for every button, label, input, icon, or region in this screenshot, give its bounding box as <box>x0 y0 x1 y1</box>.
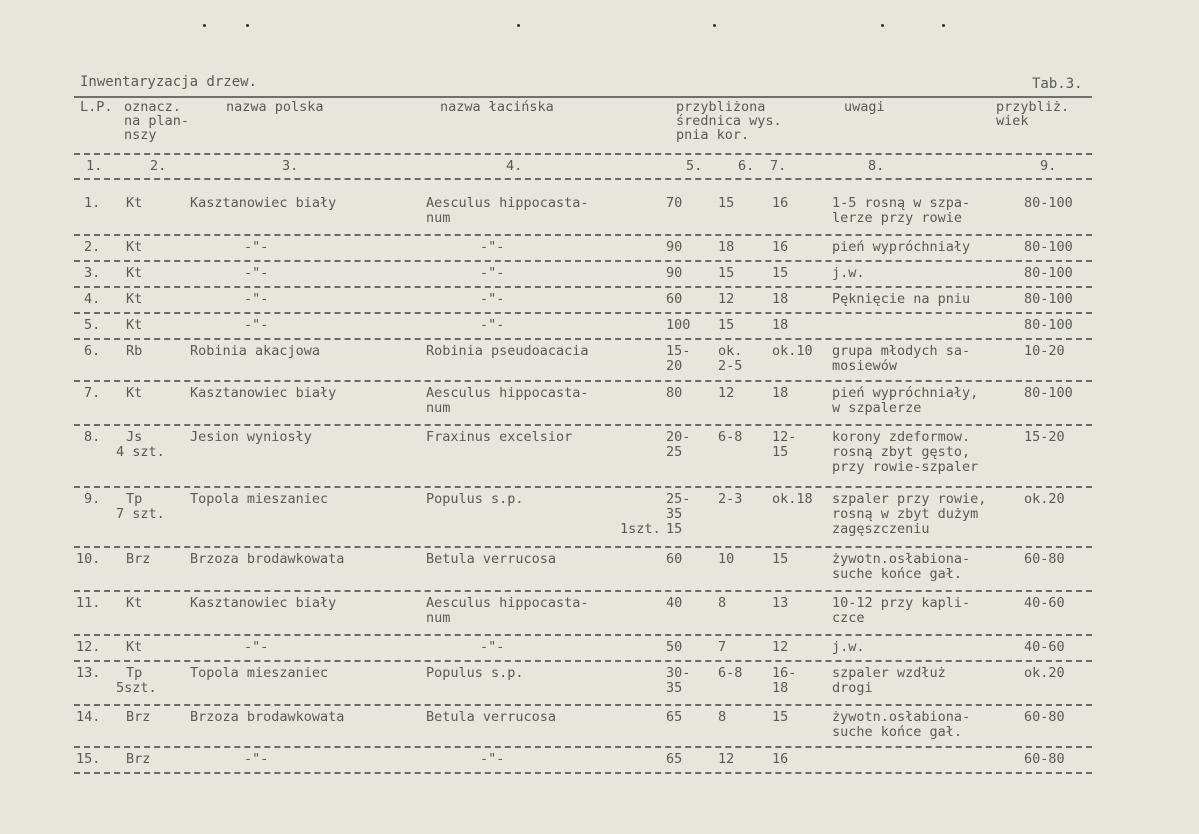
approx-age: 80-100 <box>1024 265 1073 281</box>
remarks: suche końce gał. <box>832 724 963 740</box>
column-number: 6. <box>738 158 755 174</box>
approx-age: 80-100 <box>1024 385 1073 401</box>
scan-mark <box>246 24 249 27</box>
approx-age: 60-80 <box>1024 751 1065 767</box>
polish-name: Topola mieszaniec <box>190 491 329 507</box>
latin-name: -"- <box>480 291 505 307</box>
trunk-diameter: 40 <box>666 595 683 611</box>
row-divider <box>74 338 1092 340</box>
approx-age: 40-60 <box>1024 639 1065 655</box>
row-number: 6. <box>84 343 101 359</box>
latin-name: Aesculus hippocasta- <box>426 595 589 611</box>
approx-age: 80-100 <box>1024 317 1073 333</box>
latin-name: Betula verrucosa <box>426 709 557 725</box>
remarks: j.w. <box>832 265 865 281</box>
approx-age: 80-100 <box>1024 195 1073 211</box>
latin-name: Fraxinus excelsior <box>426 429 573 445</box>
header-oznacz-2: na plan- <box>124 113 190 129</box>
row-divider <box>74 660 1092 662</box>
remarks: 10-12 przy kapli- <box>832 595 971 611</box>
remarks: szpaler przy rowie, <box>832 491 987 507</box>
scan-mark <box>881 24 884 27</box>
polish-name: Kasztanowiec biały <box>190 195 337 211</box>
trunk-diameter: 25 <box>666 444 683 460</box>
row-number: 10. <box>76 551 101 567</box>
remarks: lerze przy rowie <box>832 210 963 226</box>
crown-width: 18 <box>772 317 789 333</box>
approx-age: 15-20 <box>1024 429 1065 445</box>
remarks: j.w. <box>832 639 865 655</box>
approx-age: ok.20 <box>1024 491 1065 507</box>
polish-name: Robinia akacjowa <box>190 343 321 359</box>
polish-name: Kasztanowiec biały <box>190 595 337 611</box>
trunk-diameter: 25- <box>666 491 691 507</box>
column-number: 4. <box>506 158 523 174</box>
crown-width: 15 <box>772 265 789 281</box>
latin-name: Aesculus hippocasta- <box>426 195 589 211</box>
tree-height: 18 <box>718 239 735 255</box>
trunk-diameter: 90 <box>666 265 683 281</box>
row-divider <box>74 234 1092 236</box>
row-divider <box>74 590 1092 592</box>
header-approx-2: średnica wys. <box>676 113 782 129</box>
header-oznacz-1: oznacz. <box>124 99 181 115</box>
row-number: 12. <box>76 639 101 655</box>
row-divider <box>74 286 1092 288</box>
header-oznacz-3: nszy <box>124 127 157 143</box>
latin-name: Robinia pseudoacacia <box>426 343 589 359</box>
latin-name: num <box>426 400 451 416</box>
trunk-diameter: 100 <box>666 317 691 333</box>
remarks: 1-5 rosną w szpa- <box>832 195 971 211</box>
crown-width: 18 <box>772 385 789 401</box>
scan-mark <box>942 24 945 27</box>
remarks: rosną zbyt gęsto, <box>832 444 971 460</box>
latin-name: -"- <box>480 265 505 281</box>
remarks: czce <box>832 610 865 626</box>
crown-width: 15 <box>772 709 789 725</box>
plan-code: Kt <box>126 385 143 401</box>
column-number: 7. <box>770 158 787 174</box>
column-number: 9. <box>1040 158 1057 174</box>
polish-name: -"- <box>244 239 269 255</box>
latin-name: Betula verrucosa <box>426 551 557 567</box>
crown-width: 16 <box>772 751 789 767</box>
tree-height: 8 <box>718 709 727 725</box>
remarks: suche końce gał. <box>832 566 963 582</box>
trunk-diameter: 60 <box>666 291 683 307</box>
remarks: żywotn.osłabiona- <box>832 709 971 725</box>
column-number: 2. <box>150 158 167 174</box>
latin-name: -"- <box>480 239 505 255</box>
header-rule <box>74 153 1092 155</box>
row-number: 9. <box>84 491 101 507</box>
remarks: grupa młodych sa- <box>832 343 971 359</box>
tree-height: 2-5 <box>718 358 743 374</box>
approx-age: ok.20 <box>1024 665 1065 681</box>
trunk-diameter: 90 <box>666 239 683 255</box>
remarks: Pęknięcie na pniu <box>832 291 971 307</box>
row-number: 3. <box>84 265 101 281</box>
latin-name: -"- <box>480 317 505 333</box>
latin-name: -"- <box>480 639 505 655</box>
tree-height: 8 <box>718 595 727 611</box>
remarks: mosiewów <box>832 358 898 374</box>
row-divider <box>74 772 1092 774</box>
trunk-diameter: 70 <box>666 195 683 211</box>
row-divider <box>74 312 1092 314</box>
scan-mark <box>713 24 716 27</box>
header-age-2: wiek <box>996 113 1029 129</box>
tree-height: 6-8 <box>718 429 743 445</box>
scan-mark <box>203 24 206 27</box>
row-number: 5. <box>84 317 101 333</box>
tree-height: 2-3 <box>718 491 743 507</box>
trunk-diameter: 15 <box>666 521 683 537</box>
latin-name: num <box>426 610 451 626</box>
latin-name: num <box>426 210 451 226</box>
plan-code: 7 szt. <box>116 506 165 522</box>
trunk-diameter: 65 <box>666 709 683 725</box>
crown-width: 16- <box>772 665 797 681</box>
approx-age: 60-80 <box>1024 551 1065 567</box>
header-age-1: przybliż. <box>996 99 1070 115</box>
polish-name: Brzoza brodawkowata <box>190 551 345 567</box>
row-divider <box>74 546 1092 548</box>
row-number: 14. <box>76 709 101 725</box>
trunk-diameter: 30- <box>666 665 691 681</box>
row-divider <box>74 634 1092 636</box>
remarks: korony zdeformow. <box>832 429 971 445</box>
column-numbers-rule <box>74 178 1092 180</box>
tree-height: 12 <box>718 385 735 401</box>
polish-name: -"- <box>244 265 269 281</box>
trunk-diameter: 15- <box>666 343 691 359</box>
crown-width: 18 <box>772 680 789 696</box>
header-approx-1: przybliżona <box>676 99 766 115</box>
header-approx-3: pnia kor. <box>676 127 750 143</box>
polish-name: -"- <box>244 639 269 655</box>
plan-code: Kt <box>126 317 143 333</box>
row-number: 15. <box>76 751 101 767</box>
row-number: 13. <box>76 665 101 681</box>
trunk-diameter: 35 <box>666 506 683 522</box>
plan-code: Brz <box>126 751 151 767</box>
trunk-diameter: 65 <box>666 751 683 767</box>
column-number: 1. <box>86 158 103 174</box>
trunk-diameter: 80 <box>666 385 683 401</box>
tree-height: 7 <box>718 639 727 655</box>
header-polish-name: nazwa polska <box>226 99 324 115</box>
plan-code: Brz <box>126 551 151 567</box>
table-reference: Tab.3. <box>1032 76 1083 92</box>
trunk-diameter: 20- <box>666 429 691 445</box>
remarks: żywotn.osłabiona- <box>832 551 971 567</box>
latin-name: Populus s.p. <box>426 665 524 681</box>
count-note: 1szt. <box>620 521 661 537</box>
document-title: Inwentaryzacja drzew. <box>80 74 258 90</box>
polish-name: Brzoza brodawkowata <box>190 709 345 725</box>
row-number: 1. <box>84 195 101 211</box>
plan-code: Kt <box>126 595 143 611</box>
row-number: 7. <box>84 385 101 401</box>
plan-code: 5szt. <box>116 680 157 696</box>
crown-width: 15 <box>772 551 789 567</box>
latin-name: Populus s.p. <box>426 491 524 507</box>
tree-height: 12 <box>718 751 735 767</box>
approx-age: 60-80 <box>1024 709 1065 725</box>
header-lp: L.P. <box>80 99 113 115</box>
crown-width: ok.18 <box>772 491 813 507</box>
plan-code: Tp <box>126 491 143 507</box>
row-number: 11. <box>76 595 101 611</box>
tree-height: 10 <box>718 551 735 567</box>
trunk-diameter: 60 <box>666 551 683 567</box>
column-number: 8. <box>868 158 885 174</box>
row-number: 8. <box>84 429 101 445</box>
crown-width: 16 <box>772 195 789 211</box>
approx-age: 40-60 <box>1024 595 1065 611</box>
remarks: szpaler wzdłuż <box>832 665 946 681</box>
row-divider <box>74 746 1092 748</box>
crown-width: 12 <box>772 639 789 655</box>
column-number: 3. <box>282 158 299 174</box>
plan-code: Js <box>126 429 143 445</box>
plan-code: Rb <box>126 343 143 359</box>
plan-code: Kt <box>126 639 143 655</box>
crown-width: 16 <box>772 239 789 255</box>
plan-code: 4 szt. <box>116 444 165 460</box>
approx-age: 10-20 <box>1024 343 1065 359</box>
polish-name: Kasztanowiec biały <box>190 385 337 401</box>
tree-height: 15 <box>718 317 735 333</box>
row-divider <box>74 260 1092 262</box>
row-number: 4. <box>84 291 101 307</box>
plan-code: Kt <box>126 239 143 255</box>
remarks: rosną w zbyt dużym <box>832 506 979 522</box>
polish-name: Topola mieszaniec <box>190 665 329 681</box>
crown-width: 15 <box>772 444 789 460</box>
remarks: przy rowie-szpaler <box>832 459 979 475</box>
tree-height: ok. <box>718 343 743 359</box>
row-divider <box>74 704 1092 706</box>
crown-width: 18 <box>772 291 789 307</box>
polish-name: Jesion wyniosły <box>190 429 312 445</box>
remarks: w szpalerze <box>832 400 922 416</box>
crown-width: 13 <box>772 595 789 611</box>
tree-height: 15 <box>718 265 735 281</box>
latin-name: -"- <box>480 751 505 767</box>
trunk-diameter: 50 <box>666 639 683 655</box>
header-latin-name: nazwa łacińska <box>440 99 554 115</box>
remarks: drogi <box>832 680 873 696</box>
polish-name: -"- <box>244 751 269 767</box>
row-divider <box>74 424 1092 426</box>
crown-width: ok.10 <box>772 343 813 359</box>
tree-height: 15 <box>718 195 735 211</box>
plan-code: Tp <box>126 665 143 681</box>
polish-name: -"- <box>244 317 269 333</box>
trunk-diameter: 20 <box>666 358 683 374</box>
remarks: pień wypróchniały <box>832 239 971 255</box>
plan-code: Brz <box>126 709 151 725</box>
plan-code: Kt <box>126 265 143 281</box>
scan-mark <box>517 24 520 27</box>
approx-age: 80-100 <box>1024 291 1073 307</box>
row-number: 2. <box>84 239 101 255</box>
crown-width: 12- <box>772 429 797 445</box>
tree-height: 12 <box>718 291 735 307</box>
header-remarks: uwagi <box>844 99 885 115</box>
tree-height: 6-8 <box>718 665 743 681</box>
table-top-rule <box>74 96 1092 98</box>
column-number: 5. <box>686 158 703 174</box>
plan-code: Kt <box>126 195 143 211</box>
plan-code: Kt <box>126 291 143 307</box>
row-divider <box>74 380 1092 382</box>
latin-name: Aesculus hippocasta- <box>426 385 589 401</box>
polish-name: -"- <box>244 291 269 307</box>
remarks: pień wypróchniały, <box>832 385 979 401</box>
remarks: zagęszczeniu <box>832 521 930 537</box>
approx-age: 80-100 <box>1024 239 1073 255</box>
row-divider <box>74 486 1092 488</box>
trunk-diameter: 35 <box>666 680 683 696</box>
